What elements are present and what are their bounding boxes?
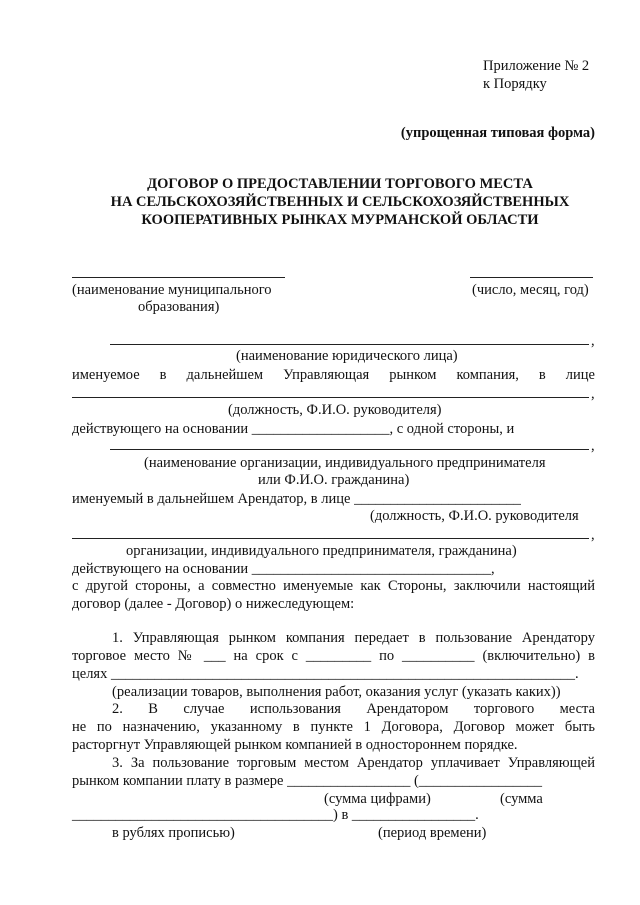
clause-2-line-2: не по назначению, указанному в пункте 1 Договора, Договор может быть [72, 719, 595, 735]
date-blank [470, 277, 593, 278]
legal-entity-caption: (наименование юридического лица) [236, 348, 458, 364]
municipality-blank [72, 277, 285, 278]
clause-3-caption-sum: (сумма [500, 791, 543, 807]
clause-3-caption-digits: (сумма цифрами) [324, 791, 431, 807]
clause-3-line-1: 3. За пользование торговым местом Арендатор уплачивает Управляющей [112, 755, 595, 771]
tenant-position-blank [72, 538, 589, 539]
tenant-name-blank [110, 449, 589, 450]
org-caption-3: организации, индивидуального предпринимателя, гражданина) [126, 543, 517, 559]
org-caption-2: или Ф.И.О. гражданина) [258, 472, 410, 488]
contract-definition: договор (далее - Договор) о нижеследующем: [72, 596, 355, 612]
clause-1-caption: (реализации товаров, выполнения работ, оказания услуг (указать каких)) [112, 684, 561, 700]
title-line-2: НА СЕЛЬСКОХОЗЯЙСТВЕННЫХ И СЕЛЬСКОХОЗЯЙСТВЕННЫХ [110, 194, 570, 210]
title-line-3: КООПЕРАТИВНЫХ РЫНКАХ МУРМАНСКОЙ ОБЛАСТИ [141, 212, 539, 228]
clause-3-caption-period: (период времени) [378, 825, 487, 841]
appendix-number: Приложение № 2 [483, 58, 590, 74]
date-caption: (число, месяц, год) [472, 282, 589, 298]
other-party-text: с другой стороны, а совместно именуемые как Стороны, заключили настоящий [72, 578, 595, 594]
municipality-caption-2: образования) [138, 299, 220, 315]
appendix-reference: к Порядку [483, 76, 547, 92]
clause-3-line-2: рынком компании плату в размере _________________ (_________________ [72, 773, 543, 789]
manager-position-blank [72, 397, 589, 398]
clause-1-line-2: торговое место № ___ на срок с _________ по __________ (включительно) в [72, 648, 595, 664]
acting-basis-2: действующего на основании _________________________________, [72, 561, 495, 577]
position-caption-2: (должность, Ф.И.О. руководителя [370, 508, 579, 524]
comma-2: , [591, 386, 595, 402]
named-manager-text: именуемое в дальнейшем Управляющая рынком компания, в лице [72, 367, 595, 383]
title-line-1: ДОГОВОР О ПРЕДОСТАВЛЕНИИ ТОРГОВОГО МЕСТА [147, 176, 533, 192]
comma-4: , [591, 527, 595, 543]
clause-2-line-1: 2. В случае использования Арендатором торгового места [112, 701, 595, 717]
clause-2-line-3: расторгнут Управляющей рынком компанией в одностороннем порядке. [72, 737, 518, 753]
comma-3: , [591, 438, 595, 454]
clause-1-line-1: 1. Управляющая рынком компания передает в пользование Арендатору [112, 630, 595, 646]
named-tenant-text: именуемый в дальнейшем Арендатор, в лице _______________________ [72, 491, 521, 507]
form-type: (упрощенная типовая форма) [400, 125, 595, 141]
municipality-caption-1: (наименование муниципального [72, 282, 272, 298]
clause-1-line-3: целях ________________________________________________________________. [72, 666, 579, 682]
comma-1: , [591, 333, 595, 349]
clause-3-line-3: ____________________________________) в _________________. [72, 807, 479, 823]
legal-entity-blank [110, 344, 589, 345]
clause-3-caption-words: в рублях прописью) [112, 825, 235, 841]
org-caption-1: (наименование организации, индивидуального предпринимателя [144, 455, 546, 471]
position-caption-1: (должность, Ф.И.О. руководителя) [228, 402, 442, 418]
acting-basis-1: действующего на основании ___________________, с одной стороны, и [72, 421, 515, 437]
